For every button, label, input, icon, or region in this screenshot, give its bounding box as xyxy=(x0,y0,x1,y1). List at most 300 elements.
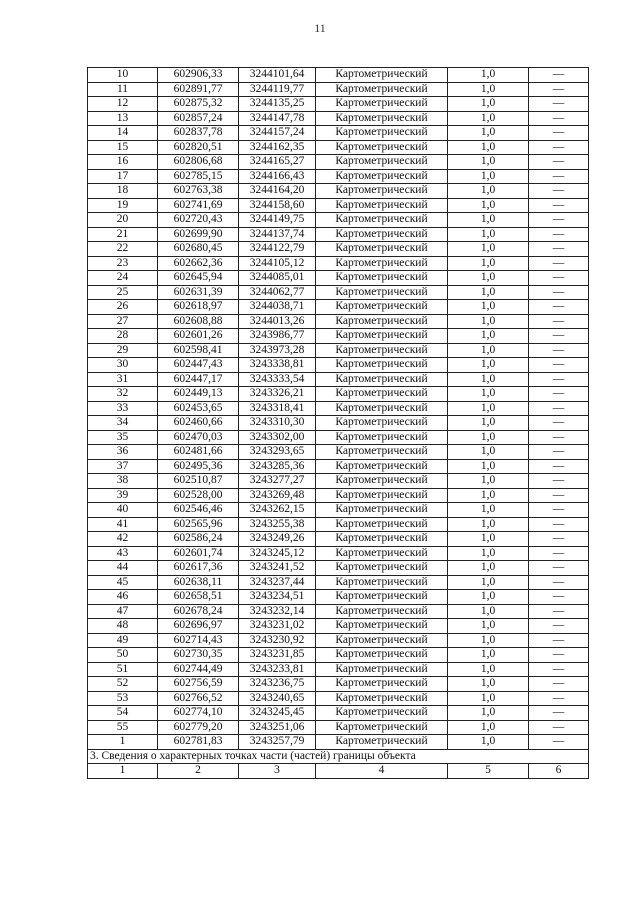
description-cell: — xyxy=(529,358,589,373)
table-row xyxy=(88,184,589,199)
x-coordinate-cell: 602481,66 xyxy=(158,445,239,460)
accuracy-cell: 1,0 xyxy=(448,561,529,576)
column-number: 1 xyxy=(88,764,158,779)
table-row xyxy=(88,503,589,518)
description-cell: — xyxy=(529,416,589,431)
point-number-cell: 10 xyxy=(88,68,158,83)
point-number-cell: 36 xyxy=(88,445,158,460)
description-cell: — xyxy=(529,401,589,416)
table-row xyxy=(88,169,589,184)
description-cell: — xyxy=(529,662,589,677)
point-number-cell: 44 xyxy=(88,561,158,576)
method-cell: Картометрический xyxy=(316,706,448,721)
page-number: 11 xyxy=(314,21,326,35)
table-row xyxy=(88,720,589,735)
x-coordinate-cell: 602528,00 xyxy=(158,488,239,503)
method-cell: Картометрический xyxy=(316,68,448,83)
table-row xyxy=(88,242,589,257)
x-coordinate-cell: 602837,78 xyxy=(158,126,239,141)
x-coordinate-cell: 602820,51 xyxy=(158,140,239,155)
table-row xyxy=(88,590,589,605)
table-row xyxy=(88,633,589,648)
point-number-cell: 27 xyxy=(88,314,158,329)
table-row xyxy=(88,445,589,460)
x-coordinate-cell: 602565,96 xyxy=(158,517,239,532)
point-number-cell: 17 xyxy=(88,169,158,184)
description-cell: — xyxy=(529,474,589,489)
method-cell: Картометрический xyxy=(316,648,448,663)
description-cell: — xyxy=(529,546,589,561)
point-number-cell: 46 xyxy=(88,590,158,605)
point-number-cell: 26 xyxy=(88,300,158,315)
x-coordinate-cell: 602453,65 xyxy=(158,401,239,416)
y-coordinate-cell: 3243245,12 xyxy=(239,546,316,561)
point-number-cell: 55 xyxy=(88,720,158,735)
accuracy-cell: 1,0 xyxy=(448,619,529,634)
description-cell: — xyxy=(529,532,589,547)
y-coordinate-cell: 3244085,01 xyxy=(239,271,316,286)
x-coordinate-cell: 602586,24 xyxy=(158,532,239,547)
method-cell: Картометрический xyxy=(316,503,448,518)
column-number: 5 xyxy=(448,764,529,779)
method-cell: Картометрический xyxy=(316,430,448,445)
description-cell: — xyxy=(529,561,589,576)
accuracy-cell: 1,0 xyxy=(448,517,529,532)
description-cell: — xyxy=(529,242,589,257)
y-coordinate-cell: 3243230,92 xyxy=(239,633,316,648)
column-number-row xyxy=(88,764,589,779)
table-row xyxy=(88,97,589,112)
x-coordinate-cell: 602785,15 xyxy=(158,169,239,184)
point-number-cell: 22 xyxy=(88,242,158,257)
point-number-cell: 20 xyxy=(88,213,158,228)
point-number-cell: 49 xyxy=(88,633,158,648)
method-cell: Картометрический xyxy=(316,561,448,576)
accuracy-cell: 1,0 xyxy=(448,532,529,547)
y-coordinate-cell: 3244038,71 xyxy=(239,300,316,315)
table-row xyxy=(88,271,589,286)
point-number-cell: 40 xyxy=(88,503,158,518)
x-coordinate-cell: 602631,39 xyxy=(158,285,239,300)
method-cell: Картометрический xyxy=(316,82,448,97)
point-number-cell: 23 xyxy=(88,256,158,271)
x-coordinate-cell: 602891,77 xyxy=(158,82,239,97)
y-coordinate-cell: 3243249,26 xyxy=(239,532,316,547)
point-number-cell: 29 xyxy=(88,343,158,358)
point-number-cell: 52 xyxy=(88,677,158,692)
description-cell: — xyxy=(529,198,589,213)
point-number-cell: 41 xyxy=(88,517,158,532)
y-coordinate-cell: 3243277,27 xyxy=(239,474,316,489)
x-coordinate-cell: 602720,43 xyxy=(158,213,239,228)
y-coordinate-cell: 3244162,35 xyxy=(239,140,316,155)
y-coordinate-cell: 3244137,74 xyxy=(239,227,316,242)
method-cell: Картометрический xyxy=(316,242,448,257)
section-title: 3. Сведения о характерных точках части (частей) границы объекта xyxy=(88,749,589,764)
y-coordinate-cell: 3244105,12 xyxy=(239,256,316,271)
point-number-cell: 24 xyxy=(88,271,158,286)
description-cell: — xyxy=(529,677,589,692)
accuracy-cell: 1,0 xyxy=(448,677,529,692)
y-coordinate-cell: 3243269,48 xyxy=(239,488,316,503)
table-row xyxy=(88,285,589,300)
description-cell: — xyxy=(529,691,589,706)
description-cell: — xyxy=(529,706,589,721)
y-coordinate-cell: 3243255,38 xyxy=(239,517,316,532)
method-cell: Картометрический xyxy=(316,169,448,184)
x-coordinate-cell: 602608,88 xyxy=(158,314,239,329)
accuracy-cell: 1,0 xyxy=(448,416,529,431)
table-row xyxy=(88,561,589,576)
description-cell: — xyxy=(529,213,589,228)
x-coordinate-cell: 602598,41 xyxy=(158,343,239,358)
point-number-cell: 54 xyxy=(88,706,158,721)
point-number-cell: 32 xyxy=(88,387,158,402)
y-coordinate-cell: 3243236,75 xyxy=(239,677,316,692)
y-coordinate-cell: 3244165,27 xyxy=(239,155,316,170)
x-coordinate-cell: 602696,97 xyxy=(158,619,239,634)
description-cell: — xyxy=(529,648,589,663)
point-number-cell: 25 xyxy=(88,285,158,300)
method-cell: Картометрический xyxy=(316,285,448,300)
column-number: 4 xyxy=(316,764,448,779)
accuracy-cell: 1,0 xyxy=(448,648,529,663)
table-row xyxy=(88,213,589,228)
x-coordinate-cell: 602766,52 xyxy=(158,691,239,706)
accuracy-cell: 1,0 xyxy=(448,256,529,271)
y-coordinate-cell: 3244149,75 xyxy=(239,213,316,228)
table-row xyxy=(88,111,589,126)
y-coordinate-cell: 3243333,54 xyxy=(239,372,316,387)
x-coordinate-cell: 602806,68 xyxy=(158,155,239,170)
table-row xyxy=(88,517,589,532)
table-row xyxy=(88,546,589,561)
method-cell: Картометрический xyxy=(316,300,448,315)
table-row xyxy=(88,532,589,547)
accuracy-cell: 1,0 xyxy=(448,372,529,387)
table-row xyxy=(88,459,589,474)
x-coordinate-cell: 602774,10 xyxy=(158,706,239,721)
accuracy-cell: 1,0 xyxy=(448,213,529,228)
method-cell: Картометрический xyxy=(316,271,448,286)
accuracy-cell: 1,0 xyxy=(448,169,529,184)
point-number-cell: 31 xyxy=(88,372,158,387)
x-coordinate-cell: 602658,51 xyxy=(158,590,239,605)
point-number-cell: 28 xyxy=(88,329,158,344)
description-cell: — xyxy=(529,140,589,155)
accuracy-cell: 1,0 xyxy=(448,735,529,750)
y-coordinate-cell: 3243245,45 xyxy=(239,706,316,721)
x-coordinate-cell: 602510,87 xyxy=(158,474,239,489)
method-cell: Картометрический xyxy=(316,604,448,619)
point-number-cell: 18 xyxy=(88,184,158,199)
y-coordinate-cell: 3243231,85 xyxy=(239,648,316,663)
table-row xyxy=(88,140,589,155)
y-coordinate-cell: 3244157,24 xyxy=(239,126,316,141)
x-coordinate-cell: 602678,24 xyxy=(158,604,239,619)
table-row xyxy=(88,648,589,663)
y-coordinate-cell: 3243986,77 xyxy=(239,329,316,344)
y-coordinate-cell: 3244164,20 xyxy=(239,184,316,199)
description-cell: — xyxy=(529,735,589,750)
point-number-cell: 42 xyxy=(88,532,158,547)
x-coordinate-cell: 602699,90 xyxy=(158,227,239,242)
accuracy-cell: 1,0 xyxy=(448,82,529,97)
method-cell: Картометрический xyxy=(316,445,448,460)
section-title-row xyxy=(88,749,589,764)
table-row xyxy=(88,343,589,358)
y-coordinate-cell: 3243318,41 xyxy=(239,401,316,416)
accuracy-cell: 1,0 xyxy=(448,474,529,489)
description-cell: — xyxy=(529,97,589,112)
y-coordinate-cell: 3243231,02 xyxy=(239,619,316,634)
table-row xyxy=(88,416,589,431)
x-coordinate-cell: 602449,13 xyxy=(158,387,239,402)
column-number: 3 xyxy=(239,764,316,779)
description-cell: — xyxy=(529,227,589,242)
method-cell: Картометрический xyxy=(316,227,448,242)
method-cell: Картометрический xyxy=(316,358,448,373)
point-number-cell: 51 xyxy=(88,662,158,677)
accuracy-cell: 1,0 xyxy=(448,706,529,721)
method-cell: Картометрический xyxy=(316,575,448,590)
accuracy-cell: 1,0 xyxy=(448,198,529,213)
accuracy-cell: 1,0 xyxy=(448,575,529,590)
column-number: 6 xyxy=(529,764,589,779)
x-coordinate-cell: 602447,43 xyxy=(158,358,239,373)
x-coordinate-cell: 602662,36 xyxy=(158,256,239,271)
x-coordinate-cell: 602638,11 xyxy=(158,575,239,590)
description-cell: — xyxy=(529,300,589,315)
y-coordinate-cell: 3243293,65 xyxy=(239,445,316,460)
table-row xyxy=(88,329,589,344)
y-coordinate-cell: 3243310,30 xyxy=(239,416,316,431)
accuracy-cell: 1,0 xyxy=(448,126,529,141)
accuracy-cell: 1,0 xyxy=(448,488,529,503)
table-row xyxy=(88,677,589,692)
accuracy-cell: 1,0 xyxy=(448,604,529,619)
table-row xyxy=(88,68,589,83)
method-cell: Картометрический xyxy=(316,184,448,199)
x-coordinate-cell: 602857,24 xyxy=(158,111,239,126)
accuracy-cell: 1,0 xyxy=(448,111,529,126)
x-coordinate-cell: 602495,36 xyxy=(158,459,239,474)
accuracy-cell: 1,0 xyxy=(448,358,529,373)
x-coordinate-cell: 602680,45 xyxy=(158,242,239,257)
point-number-cell: 43 xyxy=(88,546,158,561)
point-number-cell: 38 xyxy=(88,474,158,489)
description-cell: — xyxy=(529,387,589,402)
accuracy-cell: 1,0 xyxy=(448,343,529,358)
point-number-cell: 37 xyxy=(88,459,158,474)
method-cell: Картометрический xyxy=(316,619,448,634)
description-cell: — xyxy=(529,430,589,445)
point-number-cell: 13 xyxy=(88,111,158,126)
accuracy-cell: 1,0 xyxy=(448,691,529,706)
description-cell: — xyxy=(529,329,589,344)
method-cell: Картометрический xyxy=(316,387,448,402)
method-cell: Картометрический xyxy=(316,314,448,329)
accuracy-cell: 1,0 xyxy=(448,271,529,286)
x-coordinate-cell: 602546,46 xyxy=(158,503,239,518)
description-cell: — xyxy=(529,445,589,460)
method-cell: Картометрический xyxy=(316,677,448,692)
table-row xyxy=(88,604,589,619)
table-row xyxy=(88,474,589,489)
description-cell: — xyxy=(529,314,589,329)
accuracy-cell: 1,0 xyxy=(448,300,529,315)
point-number-cell: 33 xyxy=(88,401,158,416)
y-coordinate-cell: 3244135,25 xyxy=(239,97,316,112)
point-number-cell: 19 xyxy=(88,198,158,213)
method-cell: Картометрический xyxy=(316,474,448,489)
accuracy-cell: 1,0 xyxy=(448,329,529,344)
table-row xyxy=(88,401,589,416)
x-coordinate-cell: 602645,94 xyxy=(158,271,239,286)
accuracy-cell: 1,0 xyxy=(448,242,529,257)
point-number-cell: 1 xyxy=(88,735,158,750)
point-number-cell: 12 xyxy=(88,97,158,112)
description-cell: — xyxy=(529,271,589,286)
point-number-cell: 11 xyxy=(88,82,158,97)
accuracy-cell: 1,0 xyxy=(448,546,529,561)
y-coordinate-cell: 3243233,81 xyxy=(239,662,316,677)
method-cell: Картометрический xyxy=(316,546,448,561)
point-number-cell: 50 xyxy=(88,648,158,663)
description-cell: — xyxy=(529,372,589,387)
table-row xyxy=(88,314,589,329)
table-row xyxy=(88,430,589,445)
x-coordinate-cell: 602447,17 xyxy=(158,372,239,387)
x-coordinate-cell: 602618,97 xyxy=(158,300,239,315)
table-row xyxy=(88,227,589,242)
method-cell: Картометрический xyxy=(316,590,448,605)
accuracy-cell: 1,0 xyxy=(448,503,529,518)
y-coordinate-cell: 3243237,44 xyxy=(239,575,316,590)
x-coordinate-cell: 602906,33 xyxy=(158,68,239,83)
accuracy-cell: 1,0 xyxy=(448,285,529,300)
description-cell: — xyxy=(529,68,589,83)
method-cell: Картометрический xyxy=(316,416,448,431)
table-row xyxy=(88,198,589,213)
point-number-cell: 39 xyxy=(88,488,158,503)
accuracy-cell: 1,0 xyxy=(448,184,529,199)
accuracy-cell: 1,0 xyxy=(448,97,529,112)
method-cell: Картометрический xyxy=(316,343,448,358)
table-row xyxy=(88,575,589,590)
point-number-cell: 14 xyxy=(88,126,158,141)
y-coordinate-cell: 3243257,79 xyxy=(239,735,316,750)
table-row xyxy=(88,155,589,170)
table-row xyxy=(88,358,589,373)
point-number-cell: 53 xyxy=(88,691,158,706)
method-cell: Картометрический xyxy=(316,401,448,416)
x-coordinate-cell: 602744,49 xyxy=(158,662,239,677)
description-cell: — xyxy=(529,590,589,605)
y-coordinate-cell: 3244158,60 xyxy=(239,198,316,213)
boundary-points-table xyxy=(87,67,589,779)
accuracy-cell: 1,0 xyxy=(448,401,529,416)
accuracy-cell: 1,0 xyxy=(448,155,529,170)
description-cell: — xyxy=(529,503,589,518)
method-cell: Картометрический xyxy=(316,662,448,677)
description-cell: — xyxy=(529,82,589,97)
table-row xyxy=(88,126,589,141)
table-row xyxy=(88,256,589,271)
table-row xyxy=(88,372,589,387)
column-number: 2 xyxy=(158,764,239,779)
y-coordinate-cell: 3244122,79 xyxy=(239,242,316,257)
y-coordinate-cell: 3244147,78 xyxy=(239,111,316,126)
description-cell: — xyxy=(529,169,589,184)
description-cell: — xyxy=(529,633,589,648)
x-coordinate-cell: 602714,43 xyxy=(158,633,239,648)
description-cell: — xyxy=(529,256,589,271)
table-row xyxy=(88,662,589,677)
y-coordinate-cell: 3244166,43 xyxy=(239,169,316,184)
accuracy-cell: 1,0 xyxy=(448,68,529,83)
description-cell: — xyxy=(529,343,589,358)
accuracy-cell: 1,0 xyxy=(448,445,529,460)
x-coordinate-cell: 602601,26 xyxy=(158,329,239,344)
y-coordinate-cell: 3244101,64 xyxy=(239,68,316,83)
accuracy-cell: 1,0 xyxy=(448,720,529,735)
description-cell: — xyxy=(529,155,589,170)
y-coordinate-cell: 3243240,65 xyxy=(239,691,316,706)
accuracy-cell: 1,0 xyxy=(448,459,529,474)
description-cell: — xyxy=(529,459,589,474)
x-coordinate-cell: 602617,36 xyxy=(158,561,239,576)
method-cell: Картометрический xyxy=(316,126,448,141)
method-cell: Картометрический xyxy=(316,633,448,648)
description-cell: — xyxy=(529,619,589,634)
point-number-cell: 47 xyxy=(88,604,158,619)
description-cell: — xyxy=(529,720,589,735)
method-cell: Картометрический xyxy=(316,213,448,228)
method-cell: Картометрический xyxy=(316,140,448,155)
description-cell: — xyxy=(529,285,589,300)
y-coordinate-cell: 3243262,15 xyxy=(239,503,316,518)
x-coordinate-cell: 602875,32 xyxy=(158,97,239,112)
accuracy-cell: 1,0 xyxy=(448,140,529,155)
y-coordinate-cell: 3243326,21 xyxy=(239,387,316,402)
y-coordinate-cell: 3243338,81 xyxy=(239,358,316,373)
y-coordinate-cell: 3244062,77 xyxy=(239,285,316,300)
x-coordinate-cell: 602601,74 xyxy=(158,546,239,561)
accuracy-cell: 1,0 xyxy=(448,590,529,605)
y-coordinate-cell: 3243302,00 xyxy=(239,430,316,445)
method-cell: Картометрический xyxy=(316,517,448,532)
method-cell: Картометрический xyxy=(316,97,448,112)
description-cell: — xyxy=(529,488,589,503)
table-row xyxy=(88,691,589,706)
accuracy-cell: 1,0 xyxy=(448,662,529,677)
accuracy-cell: 1,0 xyxy=(448,227,529,242)
method-cell: Картометрический xyxy=(316,155,448,170)
x-coordinate-cell: 602781,83 xyxy=(158,735,239,750)
y-coordinate-cell: 3243973,28 xyxy=(239,343,316,358)
method-cell: Картометрический xyxy=(316,532,448,547)
x-coordinate-cell: 602470,03 xyxy=(158,430,239,445)
table-row xyxy=(88,706,589,721)
method-cell: Картометрический xyxy=(316,198,448,213)
method-cell: Картометрический xyxy=(316,372,448,387)
y-coordinate-cell: 3244119,77 xyxy=(239,82,316,97)
description-cell: — xyxy=(529,111,589,126)
table-row xyxy=(88,300,589,315)
x-coordinate-cell: 602741,69 xyxy=(158,198,239,213)
method-cell: Картометрический xyxy=(316,256,448,271)
